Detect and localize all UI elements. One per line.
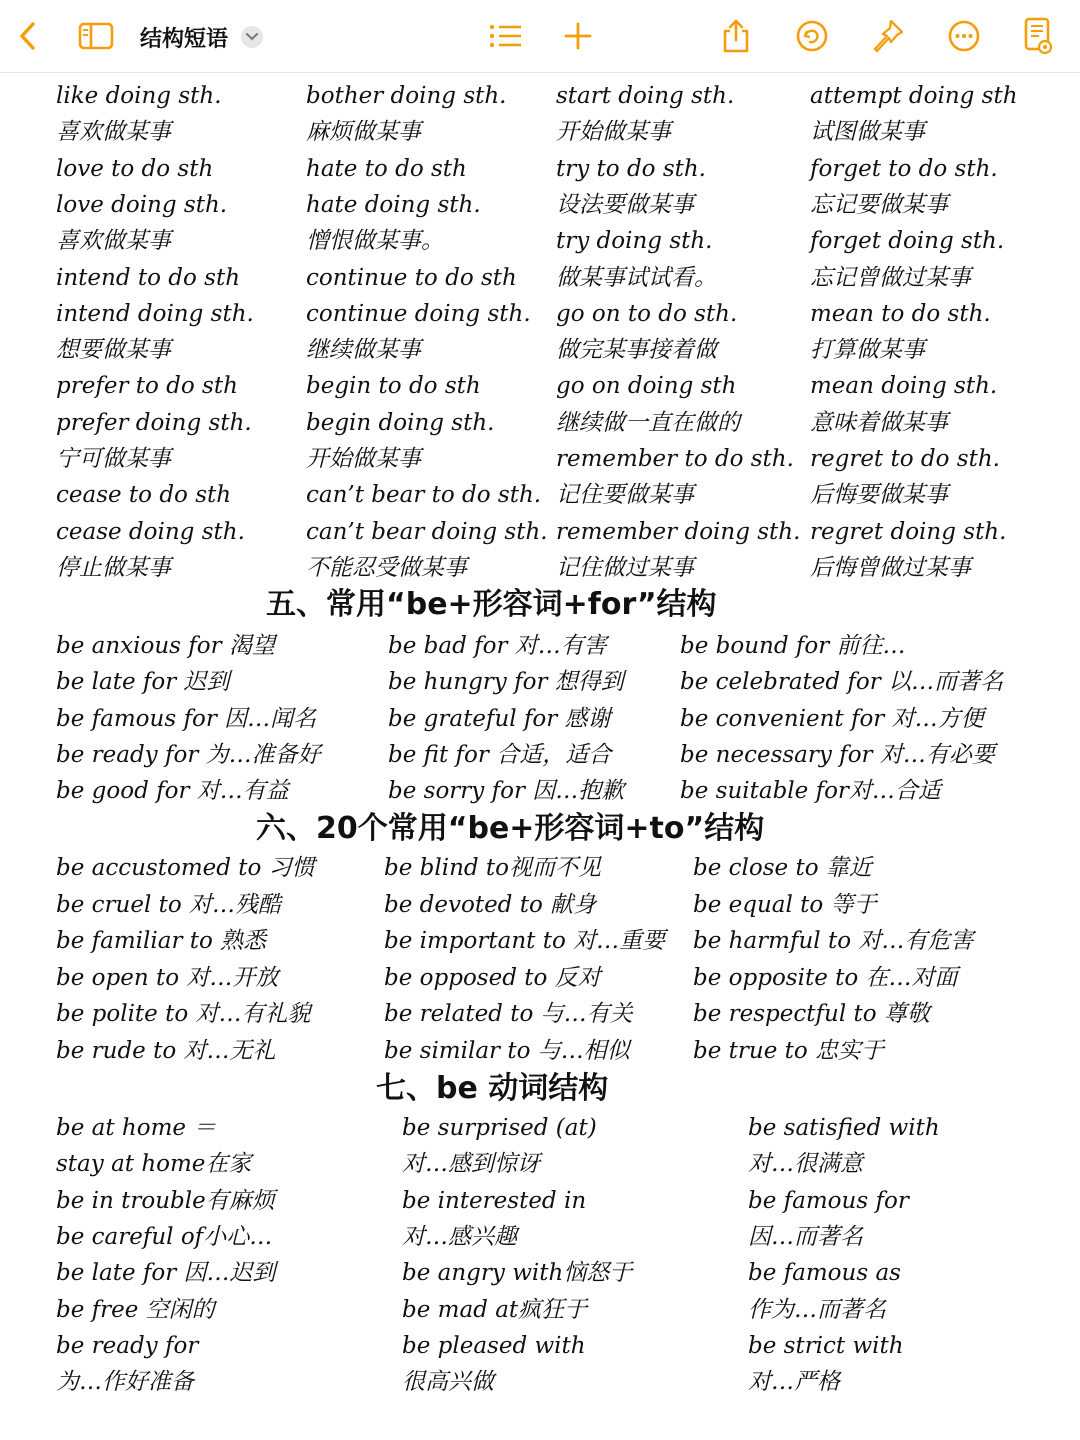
phrase-cell: begin doing sth.: [306, 409, 495, 436]
share-icon[interactable]: [718, 14, 754, 58]
phrase-cell: be free 空闲的: [56, 1296, 215, 1323]
phrase-cell: be famous for: [748, 1187, 909, 1214]
phrase-cell: prefer to do sth: [56, 373, 238, 400]
phrase-cell: be in trouble有麻烦: [56, 1187, 275, 1214]
phrase-cell: mean to do sth.: [810, 300, 991, 327]
phrase-cell: hate to do sth: [306, 155, 467, 182]
phrase-cell: be important to 对…重要: [384, 928, 666, 955]
phrase-cell: stay at home在家: [56, 1151, 252, 1178]
note-content[interactable]: [0, 72, 1080, 1440]
phrase-cell: be strict with: [748, 1332, 904, 1359]
phrase-cell: be late for 迟到: [56, 669, 230, 696]
phrase-cell: be sorry for 因…抱歉: [388, 778, 625, 805]
phrase-cell: be similar to 与…相似: [384, 1038, 630, 1064]
phrase-cell: 忘记曾做过某事: [810, 264, 971, 291]
list-format-icon[interactable]: [486, 14, 526, 58]
phrase-cell: be bad for 对…有害: [388, 633, 607, 659]
phrase-cell: 打算做某事: [810, 337, 925, 364]
phrase-cell: remember to do sth.: [556, 446, 794, 472]
phrase-cell: be devoted to 献身: [384, 891, 597, 918]
phrase-cell: bother doing sth.: [306, 83, 507, 109]
phrase-cell: 后悔要做某事: [810, 482, 948, 509]
dropdown-chevron-icon[interactable]: [241, 26, 263, 48]
phrase-cell: be blind to视而不见: [384, 855, 602, 881]
phrase-cell: be harmful to 对…有危害: [693, 928, 974, 955]
back-chevron-icon[interactable]: [10, 14, 46, 58]
phrase-cell: go on to do sth.: [556, 300, 738, 327]
phrase-cell: be familiar to 熟悉: [56, 928, 267, 955]
phrase-cell: love to do sth: [56, 155, 214, 182]
phrase-cell: 做某事试试看。: [556, 264, 717, 291]
phrase-cell: attempt doing sth: [810, 83, 1018, 109]
phrase-cell: be anxious for 渴望: [56, 633, 275, 659]
phrase-cell: 停止做某事: [56, 554, 171, 581]
phrase-cell: go on doing sth: [556, 373, 737, 400]
phrase-cell: 记住要做某事: [556, 482, 694, 509]
phrase-cell: be famous as: [748, 1260, 901, 1287]
phrase-cell: 因…而著名: [748, 1223, 863, 1250]
phrase-cell: be related to 与…有关: [384, 1001, 633, 1028]
phrase-cell: can’t bear to do sth.: [306, 482, 542, 509]
top-toolbar: [0, 0, 1080, 73]
section-heading: 六、20个常用“be+形容词+to”结构: [256, 811, 765, 846]
phrase-cell: be at home ＝: [56, 1115, 217, 1141]
phrase-cell: be convenient for 对…方便: [680, 705, 984, 732]
phrase-cell: 很高兴做: [402, 1369, 494, 1396]
phrase-cell: be close to 靠近: [693, 855, 872, 881]
phrase-cell: begin to do sth: [306, 373, 481, 400]
phrase-cell: be polite to 对…有礼貌: [56, 1001, 311, 1028]
phrase-cell: 做完某事接着做: [556, 337, 717, 364]
phrase-cell: be interested in: [402, 1187, 587, 1214]
more-icon[interactable]: [944, 14, 984, 58]
phrase-cell: be hungry for 想得到: [388, 669, 624, 696]
phrase-cell: 作为…而著名: [748, 1296, 886, 1323]
phrase-cell: be careful of小心…: [56, 1223, 273, 1250]
phrase-cell: be necessary for 对…有必要: [680, 741, 995, 768]
phrase-cell: can’t bear doing sth.: [306, 518, 548, 545]
phrase-cell: 记住做过某事: [556, 554, 694, 581]
phrase-cell: be grateful for 感谢: [388, 705, 611, 732]
phrase-cell: be fit for 合适，适合: [388, 741, 612, 768]
phrase-cell: forget doing sth.: [810, 228, 1005, 255]
phrase-cell: be celebrated for 以…而著名: [680, 669, 1004, 696]
phrase-cell: like doing sth.: [56, 83, 222, 109]
phrase-cell: be suitable for对…合适: [680, 778, 941, 805]
phrase-cell: 继续做一直在做的: [556, 409, 740, 436]
phrase-cell: forget to do sth.: [810, 155, 998, 182]
phrase-cell: intend to do sth: [56, 264, 241, 291]
phrase-cell: 继续做某事: [306, 337, 421, 364]
document-view-icon[interactable]: [1018, 14, 1058, 58]
phrase-cell: be open to 对…开放: [56, 964, 279, 991]
phrase-cell: be mad at疯狂于: [402, 1296, 588, 1323]
phrase-cell: 不能忍受做某事: [306, 554, 467, 581]
phrase-cell: be cruel to 对…残酷: [56, 891, 282, 918]
phrase-cell: be rude to 对…无礼: [56, 1038, 276, 1064]
phrase-cell: be satisfied with: [748, 1115, 940, 1141]
add-icon[interactable]: [560, 14, 596, 58]
phrase-cell: be ready for: [56, 1332, 199, 1359]
phrase-cell: 对…严格: [748, 1369, 840, 1396]
phrase-cell: prefer doing sth.: [56, 409, 252, 436]
phrase-cell: try doing sth.: [556, 228, 713, 255]
section-heading: 五、常用“be+形容词+for”结构: [266, 587, 717, 622]
phrase-cell: continue to do sth: [306, 264, 517, 291]
phrase-cell: 开始做某事: [556, 119, 671, 146]
phrase-cell: 对…感到惊讶: [402, 1151, 540, 1178]
phrase-cell: 忘记要做某事: [810, 191, 948, 218]
phrase-cell: be pleased with: [402, 1332, 586, 1359]
phrase-cell: cease to do sth: [56, 482, 232, 509]
phrase-cell: be famous for 因…闻名: [56, 705, 317, 732]
phrase-cell: hate doing sth.: [306, 191, 481, 218]
phrase-cell: 喜欢做某事: [56, 119, 171, 146]
phrase-cell: 试图做某事: [810, 119, 925, 146]
phrase-cell: be opposite to 在…对面: [693, 964, 958, 991]
phrase-cell: 对…很满意: [748, 1151, 863, 1178]
phrase-cell: 对…感兴趣: [402, 1223, 517, 1250]
phrase-cell: try to do sth.: [556, 155, 706, 182]
phrase-cell: cease doing sth.: [56, 518, 245, 545]
phrase-cell: 麻烦做某事: [306, 119, 421, 146]
phrase-cell: be opposed to 反对: [384, 964, 601, 991]
phrase-cell: 后悔曾做过某事: [810, 554, 971, 581]
phrase-cell: be angry with恼怒于: [402, 1260, 633, 1287]
phrase-cell: be bound for 前往…: [680, 633, 906, 659]
document-title[interactable]: 结构短语: [140, 27, 229, 52]
phrase-cell: be accustomed to 习惯: [56, 855, 315, 881]
phrase-cell: 宁可做某事: [56, 446, 171, 472]
undo-icon[interactable]: [792, 14, 832, 58]
phrase-cell: continue doing sth.: [306, 300, 531, 327]
phrase-cell: be surprised (at): [402, 1115, 597, 1141]
phrase-cell: 憎恨做某事。: [306, 228, 444, 255]
sidebar-toggle-icon[interactable]: [76, 14, 116, 58]
section-heading: 七、be 动词结构: [376, 1071, 609, 1106]
phrase-cell: 开始做某事: [306, 446, 421, 472]
phrase-cell: be true to 忠实于: [693, 1038, 885, 1064]
phrase-cell: regret doing sth.: [810, 518, 1007, 545]
phrase-cell: be equal to 等于: [693, 891, 877, 918]
phrase-cell: 想要做某事: [56, 337, 171, 364]
phrase-cell: be ready for 为…准备好: [56, 741, 321, 768]
phrase-cell: love doing sth.: [56, 191, 228, 218]
phrase-cell: remember doing sth.: [556, 518, 801, 545]
phrase-cell: 为…作好准备: [56, 1369, 194, 1396]
phrase-cell: intend doing sth.: [56, 300, 254, 327]
phrase-cell: 喜欢做某事: [56, 228, 171, 255]
phrase-cell: be good for 对…有益: [56, 778, 289, 805]
phrase-cell: be respectful to 尊敬: [693, 1001, 930, 1028]
phrase-cell: start doing sth.: [556, 83, 735, 109]
phrase-cell: 设法要做某事: [556, 191, 694, 218]
pin-icon[interactable]: [868, 14, 908, 58]
phrase-cell: 意味着做某事: [810, 409, 948, 436]
phrase-cell: regret to do sth.: [810, 446, 1000, 472]
phrase-cell: mean doing sth.: [810, 373, 998, 400]
phrase-cell: be late for 因…迟到: [56, 1260, 276, 1287]
